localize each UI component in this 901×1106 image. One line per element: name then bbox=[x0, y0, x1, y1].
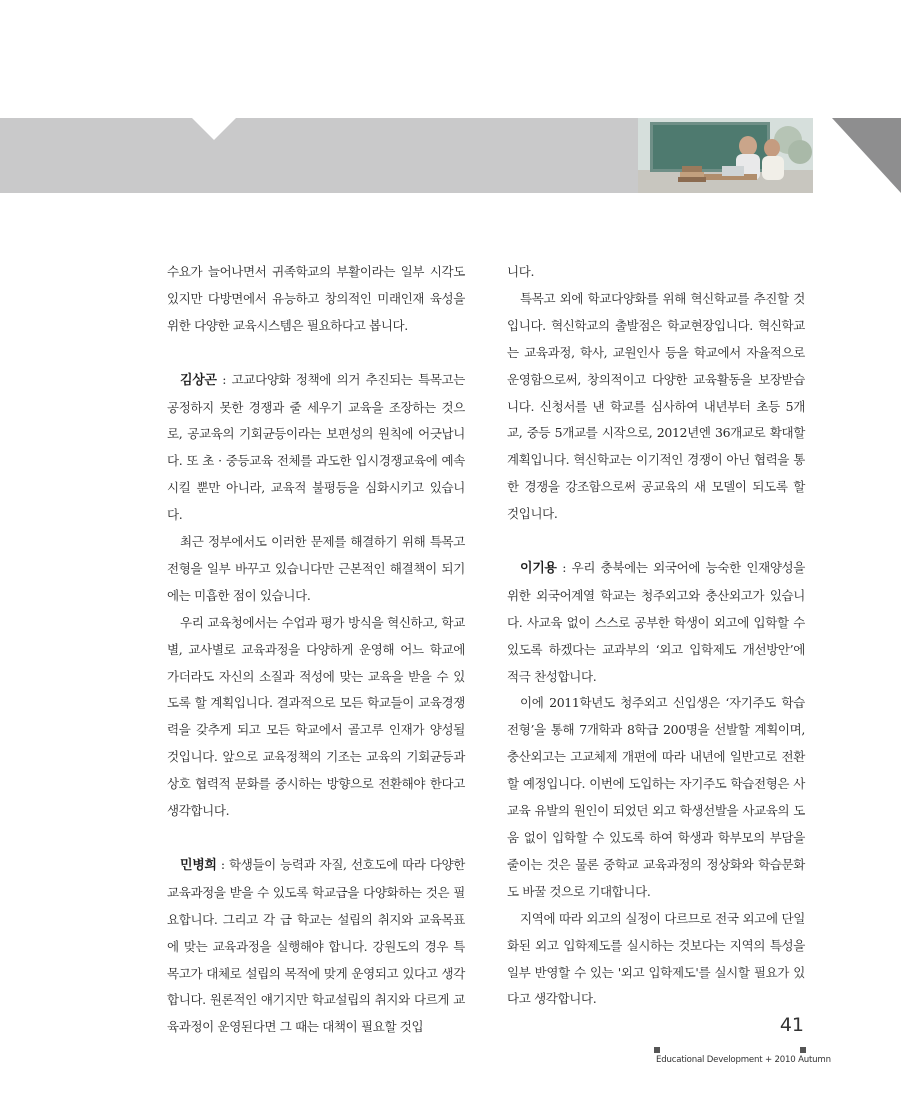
footer-square-left bbox=[654, 1047, 660, 1053]
kim-paragraph-3: 우리 교육청에서는 수업과 평가 방식을 혁신하고, 학교별, 교사별로 교육과정을 다양하게 운영해 어느 학교에 가더라도 자신의 소질과 적성에 맞는 교육을 받을 수 있도록 할 계획입니다. 결과적으로 모든 학교들이 교육경쟁력을 갖추게 되고 모든 학교에서 골고루 인재가 양성될 것입니다. 앞으로 교육정책의 기조는 교육의 기회균등과 상호 협력적 문화를 중시하는 방향으로 전환해야 한다고 생각합니다. bbox=[167, 614, 465, 819]
lee-answer-text: : 우리 충북에는 외국어에 능숙한 인재양성을 위한 외국어계열 학교는 청주외고와 충산외고가 있습니다. 사교육 없이 스스로 공부한 학생이 외고에 입학할 수 있도록 하겠다는 교과부의 ‘외고 입학제도 개선방안’에 적극 찬성합니다. bbox=[507, 559, 805, 684]
speaker-name-min: 민병희 bbox=[180, 857, 217, 873]
lee-answer-paragraph bbox=[507, 555, 805, 691]
lee-paragraph-2: 이에 2011학년도 청주외고 신입생은 ‘자기주도 학습전형’을 통해 7개학과 8학급 200명을 선발할 계획이며, 충산외고는 고교체제 개편에 따라 내년에 일반고로 전환할 예정입니다. 이번에 도입하는 자기주도 학습전형은 사교육 유발의 원인이 되었던 외고 학생선발을 사교육의 도움 없이 입학할 수 있도록 하여 학생과 학부모의 부담을 줄이는 것은 물론 중학교 교육과정의 정상화와 학습문화도 바꿀 것으로 기대합니다. bbox=[507, 695, 805, 899]
footer-square-right bbox=[800, 1047, 806, 1053]
min-answer-text: : 학생들이 능력과 자질, 선호도에 따라 다양한 교육과정을 받을 수 있도록 학교급을 다양화하는 것은 필요합니다. 그리고 각 급 학교는 설립의 취지와 교육목표에 맞는 교육과정을 실행해야 합니다. 강원도의 경우 특목고가 대체로 설립의 목적에 맞게 운영되고 있다고 생각합니다. 원론적인 얘기지만 학교설립의 취지와 다르게 교육과정이 운영된다면 그 때는 대책이 필요할 것입 bbox=[167, 856, 465, 1035]
right-column bbox=[507, 259, 805, 1013]
lee-paragraph-3: 지역에 따라 외고의 실정이 다르므로 전국 외고에 단일화된 외고 입학제도를 실시하는 것보다는 지역의 특성을 일부 반영할 수 있는 '외고 입학제도'를 실시할 필요가 있다고 생각합니다. bbox=[507, 910, 805, 1007]
paragraph-gap bbox=[167, 340, 465, 367]
header-photo bbox=[638, 118, 813, 193]
kim-paragraph-2: 최근 정부에서도 이러한 문제를 해결하기 위해 특목고 전형을 일부 바꾸고 있습니다만 근본적인 해결책이 되기에는 미흡한 점이 있습니다. bbox=[167, 534, 465, 603]
classroom-illustration bbox=[638, 118, 813, 193]
paragraph-gap bbox=[167, 825, 465, 852]
continued-text: 니다. bbox=[507, 264, 535, 279]
journal-footer: Educational Development + 2010 Autumn bbox=[656, 1055, 831, 1065]
header-notch bbox=[192, 118, 236, 140]
page-number: 41 bbox=[779, 1014, 804, 1036]
left-column bbox=[167, 259, 465, 1041]
speaker-name-kim: 김상곤 bbox=[180, 372, 217, 388]
paragraph-gap bbox=[507, 528, 805, 555]
kim-answer-text: : 고교다양화 정책에 의거 추진되는 특목고는 공정하지 못한 경쟁과 줄 세우기 교육을 조장하는 것으로, 공교육의 기회균등이라는 보편성의 원칙에 어긋납니다. 또 초 · 중등교육 전체를 과도한 입시경쟁교육에 예속시킬 뿐만 아니라, 교육적 불평등을 심화시키고 있습니다. bbox=[167, 371, 465, 523]
innovation-school-paragraph: 특목고 외에 학교다양화를 위해 혁신학교를 추진할 것입니다. 혁신학교의 출발점은 학교현장입니다. 혁신학교는 교육과정, 학사, 교원인사 등을 학교에서 자율적으로 운영함으로써, 창의적이고 다양한 교육활동을 보장받습니다. 신청서를 낸 학교를 심사하여 내년부터 초등 5개교, 중등 5개교를 시작으로, 2012년엔 36개교로 확대할 계획입니다. 혁신학교는 이기적인 경쟁이 아닌 협력을 통한 경쟁을 강조함으로써 공교육의 새 모델이 되도록 할 것입니다. bbox=[507, 290, 805, 522]
intro-paragraph: 수요가 늘어나면서 귀족학교의 부활이라는 일부 시각도 있지만 다방면에서 유능하고 창의적인 미래인재 육성을 위한 다양한 교육시스템은 필요하다고 봅니다. bbox=[167, 264, 465, 333]
kim-answer-paragraph bbox=[167, 367, 465, 529]
min-answer-paragraph bbox=[167, 852, 465, 1041]
header-corner-cut bbox=[832, 118, 901, 193]
speaker-name-lee: 이기용 bbox=[520, 560, 557, 576]
